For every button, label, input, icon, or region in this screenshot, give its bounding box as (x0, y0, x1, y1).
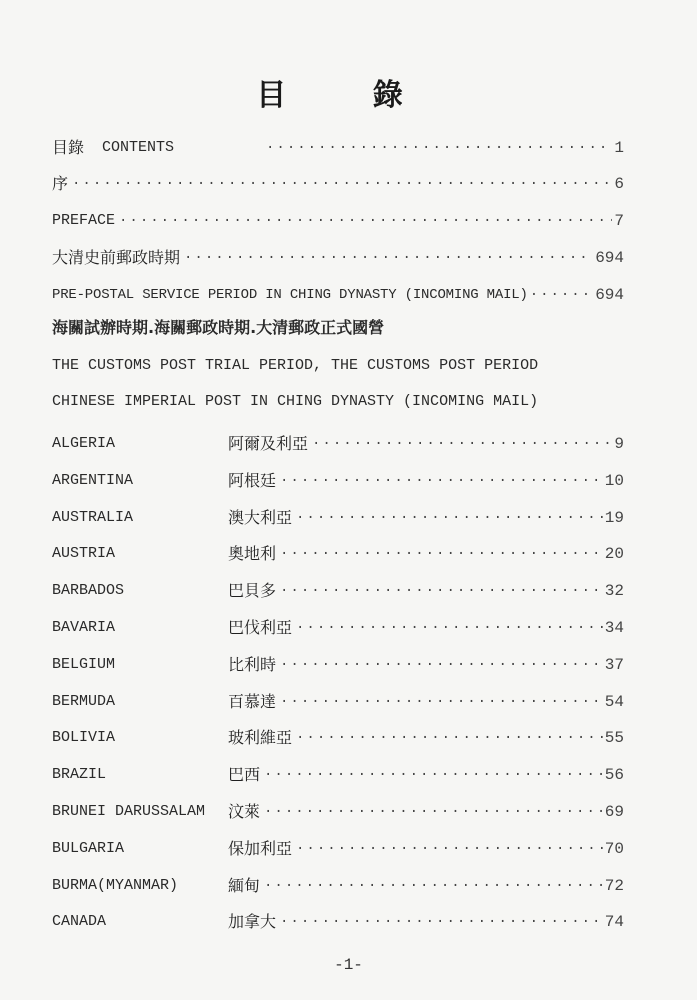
country-name-en: AUSTRALIA (52, 508, 134, 526)
country-name-zh: 阿爾及利亞 (228, 434, 309, 453)
page-number: 1 (614, 139, 624, 157)
entry-label: 大清史前郵政時期 (52, 248, 181, 267)
country-name-en: BRUNEI DARUSSALAM (52, 803, 206, 820)
page-title: 目 錄 (256, 78, 441, 113)
page-number: 10 (604, 471, 624, 490)
toc-entry-preface-zh (52, 170, 624, 194)
toc-entry-country (52, 614, 624, 638)
page-number: 56 (604, 766, 624, 785)
country-name-en: BAVARIA (52, 619, 116, 636)
leader-dots (280, 912, 603, 932)
country-name-en: BURMA(MYANMAR) (52, 876, 179, 894)
leader-dots (280, 692, 603, 712)
page-number: 74 (604, 913, 624, 932)
leader-dots (119, 211, 612, 231)
country-name-zh: 百慕達 (228, 691, 277, 711)
country-name-zh: 奧地利 (228, 544, 277, 564)
country-name-en: BOLIVIA (52, 729, 116, 747)
toc-entry-country (52, 504, 624, 528)
leader-dots (264, 876, 603, 896)
section-heading-en-1: THE CUSTOMS POST TRIAL PERIOD, THE CUSTOMS POST PERIOD (52, 357, 539, 374)
page-number: 54 (604, 692, 624, 711)
country-name-en: AUSTRIA (52, 545, 116, 563)
page-number: 55 (604, 729, 624, 748)
leader-dots (296, 839, 603, 859)
entry-label-en: CONTENTS (102, 139, 175, 156)
toc-entry-country (52, 908, 624, 932)
leader-dots (280, 544, 603, 564)
country-name-zh: 巴貝多 (228, 581, 277, 601)
page-number: 19 (604, 508, 624, 527)
country-name-en: BRAZIL (52, 766, 107, 784)
page-number: 69 (604, 803, 624, 821)
country-name-zh: 加拿大 (228, 912, 277, 932)
page-footer-number: -1- (334, 956, 363, 974)
country-name-en: ALGERIA (52, 435, 116, 452)
leader-dots (264, 802, 603, 822)
toc-entry-preface (52, 207, 624, 231)
leader-dots (296, 508, 603, 528)
section-heading-zh: 海關試辦時期.海關郵政時期.大清郵政正式國營 (52, 318, 385, 337)
leader-dots (296, 728, 603, 748)
country-name-en: BULGARIA (52, 839, 125, 857)
leader-dots (312, 434, 612, 454)
country-name-zh: 汶萊 (228, 802, 261, 821)
country-name-zh: 緬甸 (228, 875, 261, 895)
country-name-zh: 比利時 (228, 654, 277, 674)
toc-entry-country (52, 872, 624, 896)
leader-dots (264, 765, 603, 785)
page-number: 9 (614, 435, 624, 453)
toc-entry-country (52, 835, 624, 859)
country-name-en: CANADA (52, 913, 107, 931)
leader-dots (280, 655, 603, 675)
toc-entry-country (52, 724, 624, 748)
country-name-en: ARGENTINA (52, 471, 134, 489)
country-name-zh: 巴西 (228, 765, 261, 785)
page-number: 32 (604, 582, 624, 601)
country-name-zh: 玻利維亞 (228, 728, 293, 748)
country-name-en: BERMUDA (52, 692, 116, 710)
toc-entry-country (52, 798, 624, 822)
entry-label: 序 (52, 174, 69, 193)
country-name-zh: 阿根廷 (228, 470, 277, 490)
page-number: 37 (604, 655, 624, 674)
toc-entry-pre-postal-zh (52, 244, 624, 268)
entry-label: PREFACE (52, 212, 116, 229)
toc-entry-country (52, 467, 624, 491)
toc-entry-country (52, 430, 624, 454)
country-name-zh: 保加利亞 (228, 838, 293, 858)
toc-entry-contents (52, 134, 624, 158)
page-number: 7 (614, 212, 624, 230)
leader-dots (296, 618, 603, 638)
leader-dots (266, 138, 612, 158)
country-name-en: BELGIUM (52, 655, 116, 673)
leader-dots (530, 285, 594, 305)
page-number: 34 (604, 619, 624, 637)
leader-dots (280, 471, 603, 491)
toc-entry-country (52, 651, 624, 675)
toc-entry-country (52, 540, 624, 564)
leader-dots (72, 174, 612, 194)
toc-entry-country (52, 761, 624, 785)
page-number: 6 (614, 175, 624, 193)
country-name-zh: 澳大利亞 (228, 507, 293, 527)
leader-dots (184, 248, 593, 268)
page-number: 70 (604, 839, 624, 858)
country-name-en: BARBADOS (52, 582, 125, 600)
page-number: 694 (595, 286, 624, 304)
page-number: 72 (604, 876, 624, 895)
page-number: 694 (595, 249, 624, 267)
toc-entry-country (52, 577, 624, 601)
toc-entry-pre-postal-en (52, 281, 624, 305)
page-number: 20 (604, 545, 624, 564)
entry-label: PRE-POSTAL SERVICE PERIOD IN CHING DYNASTY (INCOMING MAIL) (52, 287, 528, 303)
entry-label-zh: 目錄 (52, 138, 85, 157)
section-heading-en-2: CHINESE IMPERIAL POST IN CHING DYNASTY (INCOMING MAIL) (52, 393, 539, 410)
country-name-zh: 巴伐利亞 (228, 618, 293, 637)
leader-dots (280, 581, 603, 601)
toc-entry-country (52, 688, 624, 712)
